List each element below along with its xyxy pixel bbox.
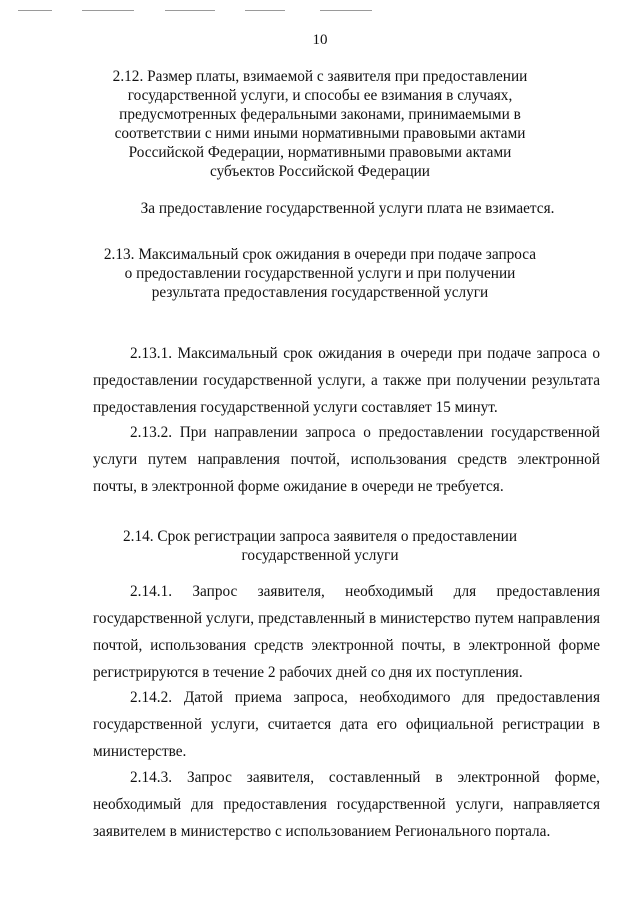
section-heading-2-13: 2.13. Максимальный срок ожидания в очереди при подаче запроса о предоставлении государственной услуги и при получении результата предоставления государственной услуги (103, 246, 537, 301)
page-number: 10 (312, 32, 328, 48)
section-heading-2-12: 2.12. Размер платы, взимаемой с заявителя при предоставлении государственной услуги, и способы ее взимания в случаях, предусмотренных федеральными законами, принимаемыми в соответствии с ними иными нормативными правовыми актами Российской Федерации, нормативными правовыми актами субъектов Российской Федерации (112, 68, 528, 180)
paragraph-2-14-2: 2.14.2. Датой приема запроса, необходимого для предоставления государственной услуги, считается дата его официальной регистрации в министерстве. (93, 689, 600, 760)
paragraph-2-12: За предоставление государственной услуги плата не взимается. (140, 200, 555, 217)
paragraph-2-13-2: 2.13.2. При направлении запроса о предоставлении государственной услуги путем направления почтой, использования средств электронной почты, в электронной форме ожидание в очереди не требуется. (93, 424, 600, 495)
paragraph-2-14-3: 2.14.3. Запрос заявителя, составленный в электронной форме, необходимый для предоставления государственной услуги, направляется заявителем в министерство с использованием Регионального портала. (93, 769, 600, 840)
paragraph-2-14-1: 2.14.1. Запрос заявителя, необходимый для предоставления государственной услуги, представленный в министерство путем направления почтой, использования средств электронной почты, в электронной форме регистрируются в течение 2 рабочих дней со дня их поступления. (93, 583, 600, 681)
paragraph-2-13-1: 2.13.1. Максимальный срок ожидания в очереди при подаче запроса о предоставлении государственной услуги, а также при получении результата предоставления государственной услуги составляет 15 минут. (93, 345, 600, 416)
header-rules (0, 10, 640, 16)
section-heading-2-14: 2.14. Срок регистрации запроса заявителя о предоставлении государственной услуги (122, 528, 518, 564)
